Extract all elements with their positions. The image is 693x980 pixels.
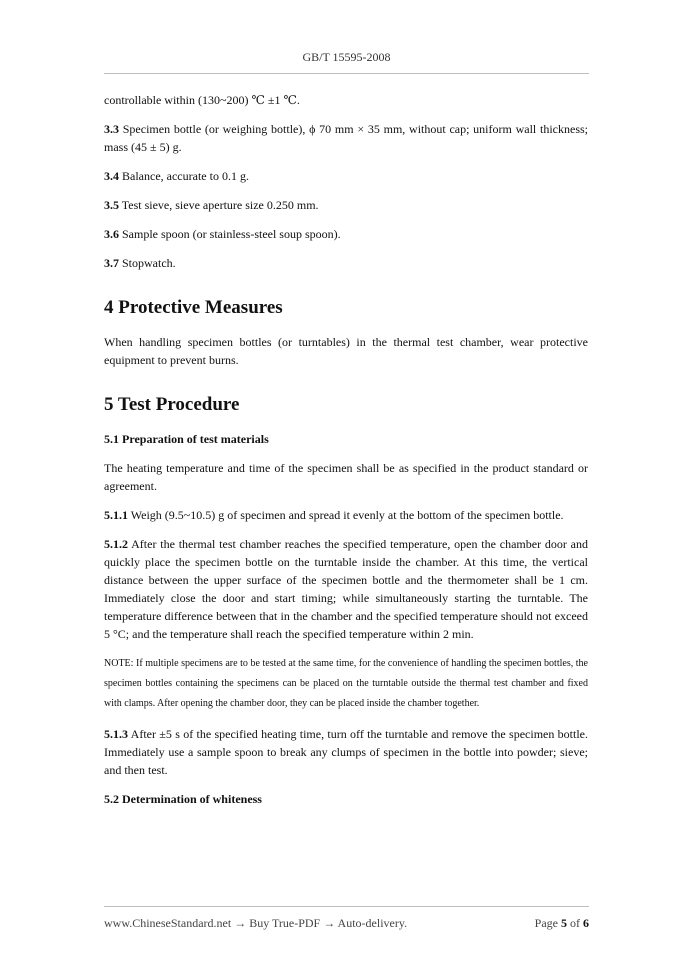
clause-text: Specimen bottle (or weighing bottle), ϕ 70 mm × 35 mm, without cap; uniform wall thickness; mass (45 ± 5) g. <box>104 122 588 154</box>
note-paragraph: NOTE: If multiple specimens are to be tested at the same time, for the convenience of handling the specimen bottles, the specimen bottles containing the specimens can be placed on the turntable outside the thermal test chamber and fixed with clamps. After opening the chamber door, they can be placed inside the chamber together. <box>104 658 588 709</box>
clause-3-7 <box>104 254 588 272</box>
clause-text: Balance, accurate to 0.1 g. <box>119 169 249 183</box>
clause-number: 3.6 <box>104 227 119 241</box>
subsection-5-1-heading: 5.1 Preparation of test materials <box>104 432 269 446</box>
subsection-5-2-heading: 5.2 Determination of whiteness <box>104 792 262 806</box>
clause-number: 3.4 <box>104 169 119 183</box>
page-indicator <box>535 916 589 931</box>
clause-text: Test sieve, sieve aperture size 0.250 mm. <box>119 198 319 212</box>
of-label: of <box>570 916 580 930</box>
clause-3-5 <box>104 196 588 214</box>
clause-5-1-2 <box>104 535 588 643</box>
clause-text: Stopwatch. <box>119 256 176 270</box>
section-5-heading: 5 Test Procedure <box>104 394 240 415</box>
header-rule <box>104 73 589 74</box>
section-4-heading: 4 Protective Measures <box>104 297 283 318</box>
clause-number: 3.5 <box>104 198 119 212</box>
page-label: Page <box>534 916 558 930</box>
clause-text: After ±5 s of the specified heating time, turn off the turntable and remove the specimen bottle. Immediately use a sample spoon to break any clumps of specimen in the bottle into powder; sieve; and then test. <box>104 727 588 777</box>
clause-5-1-1 <box>104 506 588 524</box>
clause-5-1-3 <box>104 725 588 779</box>
clause-3-4 <box>104 167 588 185</box>
continuation-line: controllable within (130~200) ℃ ±1 ℃. <box>104 93 300 107</box>
clause-3-3 <box>104 120 588 156</box>
clause-number: 3.7 <box>104 256 119 270</box>
document-body <box>104 91 588 819</box>
clause-number: 5.1.2 <box>104 537 128 551</box>
page-number: 5 <box>561 916 567 930</box>
clause-3-6 <box>104 225 588 243</box>
clause-text: Weigh (9.5~10.5) g of specimen and spread it evenly at the bottom of the specimen bottle. <box>128 508 564 522</box>
section-5-1-intro: The heating temperature and time of the specimen shall be as specified in the product standard or agreement. <box>104 461 588 493</box>
footer-site-link[interactable]: www.ChineseStandard.net → Buy True-PDF → Auto-delivery. <box>104 916 408 930</box>
clause-number: 5.1.1 <box>104 508 128 522</box>
clause-number: 5.1.3 <box>104 727 128 741</box>
clause-number: 3.3 <box>104 122 119 136</box>
footer-rule <box>104 906 589 907</box>
page-total: 6 <box>583 916 589 930</box>
clause-text: After the thermal test chamber reaches the specified temperature, open the chamber door and quickly place the specimen bottle on the turntable inside the chamber. At this time, the vertical distance between the upper surface of the specimen bottle and the thermometer shall be 1 cm. Immediately close the door and start timing; while simultaneously starting the turntable. The temperature difference between that in the chamber and the specified temperature should not exceed 5 °C; and the temperature shall reach the specified temperature within 2 min. <box>104 537 588 641</box>
section-4-text: When handling specimen bottles (or turntables) in the thermal test chamber, wear protective equipment to prevent burns. <box>104 335 588 367</box>
clause-text: Sample spoon (or stainless-steel soup spoon). <box>119 227 341 241</box>
page-header: GB/T 15595-2008 <box>302 50 391 64</box>
